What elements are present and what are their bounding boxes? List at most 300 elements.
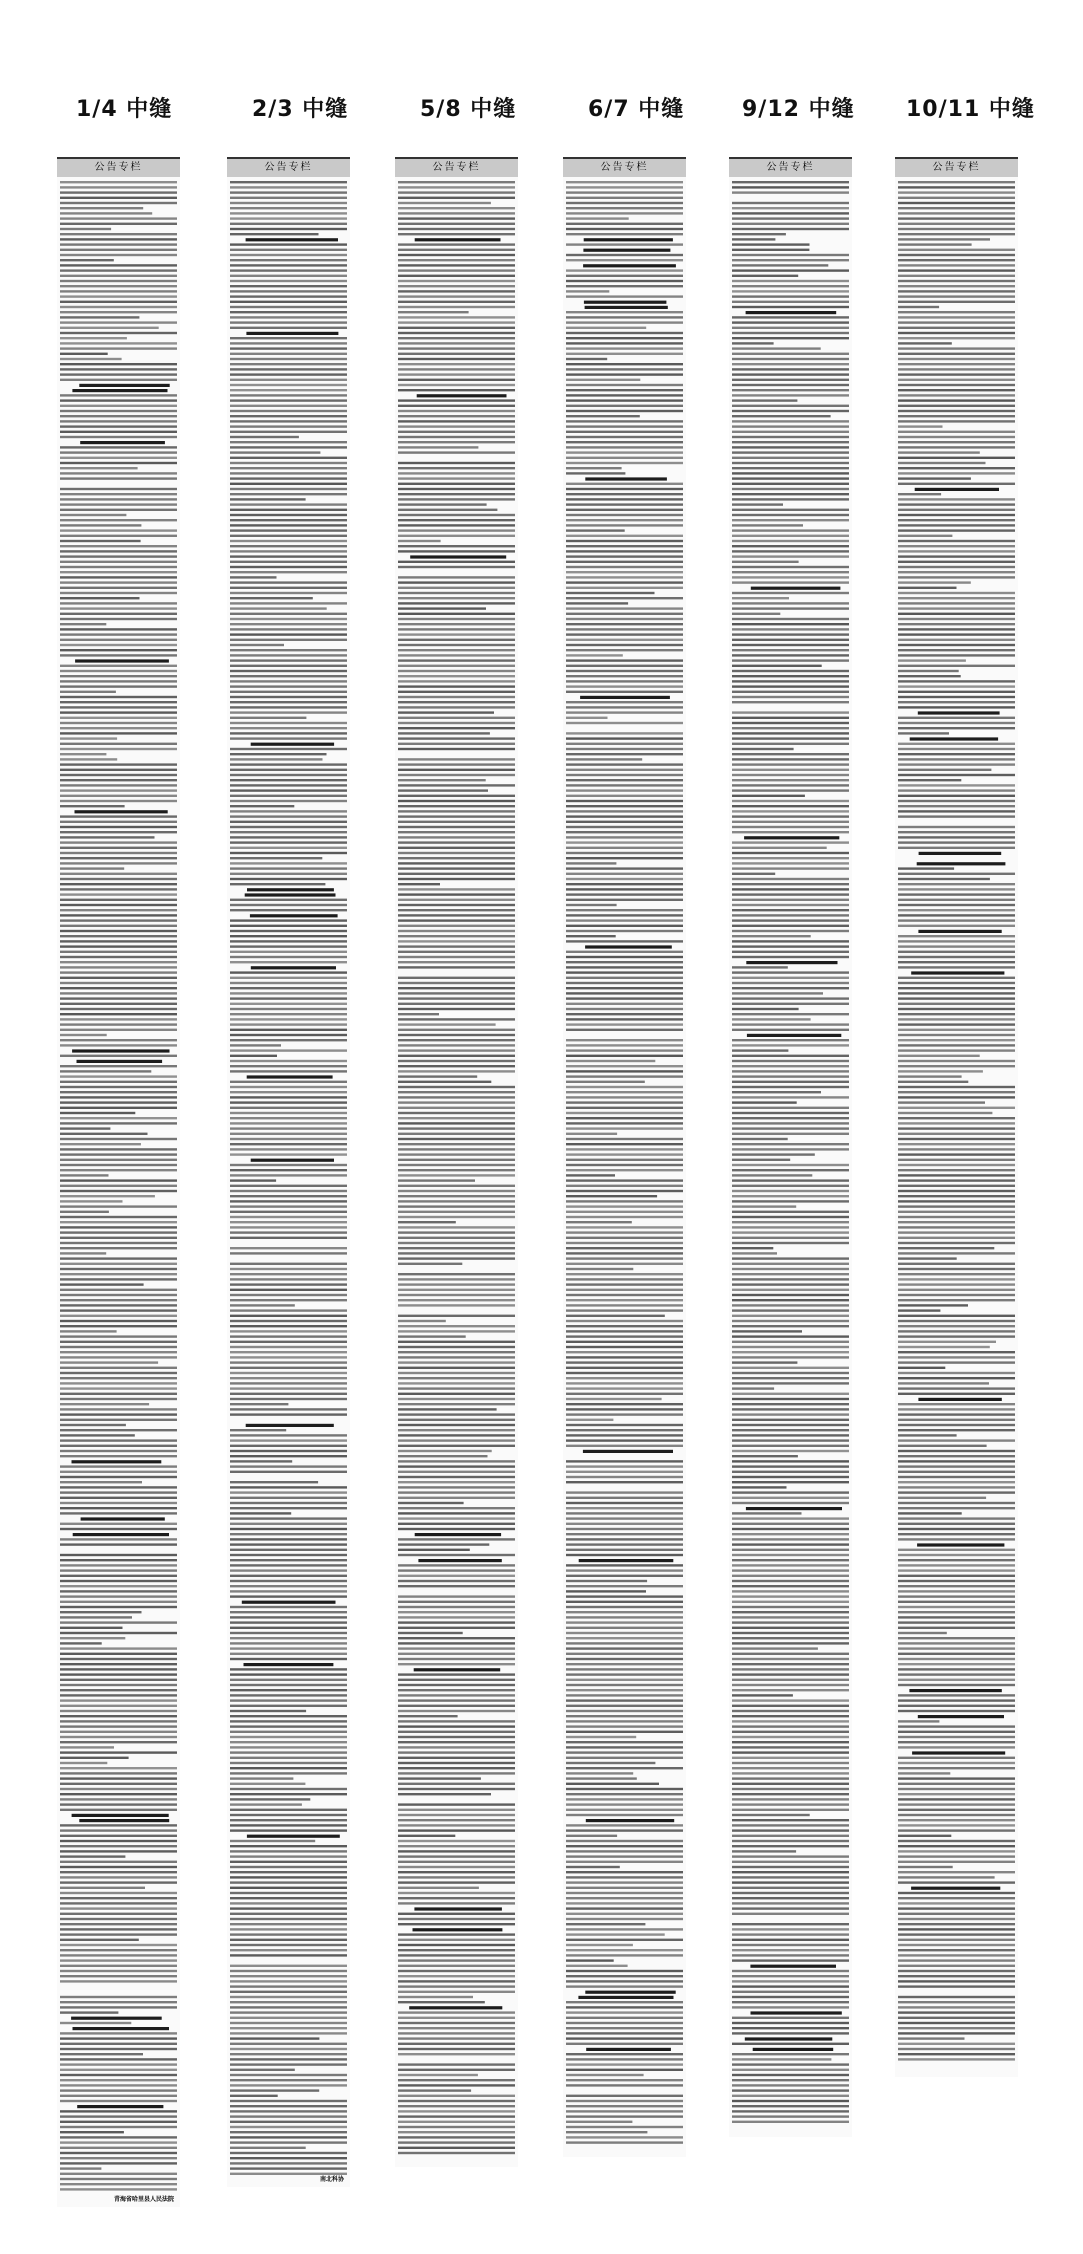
text-line [566,1985,683,1987]
text-line [566,1829,683,1831]
text-line [60,1278,177,1280]
text-line [60,197,177,199]
text-line [230,1694,347,1696]
notice-heading-line [75,659,169,662]
text-line [60,1523,177,1525]
text-line [732,982,849,984]
text-line [230,1148,347,1150]
text-line [566,1845,683,1847]
text-line [898,1247,994,1249]
text-line [732,1580,849,1582]
text-line [60,2162,177,2164]
text-line [60,1029,177,1031]
text-line [566,1382,683,1384]
text-line [398,1876,515,1878]
text-line [60,1491,177,1493]
text-line [60,685,177,687]
text-line [230,431,347,433]
text-line [566,1538,683,1540]
text-line [898,1684,1015,1686]
text-line [230,285,347,287]
text-line [898,285,1015,287]
text-line [398,1185,515,1187]
text-line [732,1491,849,1493]
text-line [898,301,1015,303]
text-line [732,1341,849,1343]
text-line [732,1403,849,1405]
text-line [898,1393,1015,1395]
text-line [230,1117,347,1119]
notice-heading-line [77,1060,163,1063]
text-line [898,1460,1015,1462]
text-line [230,550,347,552]
text-line [398,550,515,552]
text-line [230,2136,347,2138]
text-line [898,1356,1015,1358]
text-line [60,649,177,651]
text-line [566,1621,683,1623]
text-line [230,1658,347,1660]
text-line [398,1959,515,1961]
text-line [230,1985,347,1987]
text-line [398,826,515,828]
text-line [898,1985,1015,1987]
text-line [898,1944,1015,1946]
text-line [566,1554,683,1556]
text-line [60,529,177,531]
text-line [230,1335,347,1337]
text-line [230,186,347,188]
text-line [732,207,849,209]
text-line [398,1231,515,1233]
text-line [566,2017,683,2019]
text-line [566,1044,683,1046]
text-line [230,1096,347,1098]
text-line [230,883,325,885]
text-line [898,1304,968,1306]
text-line [898,1476,1015,1478]
text-line [230,685,347,687]
text-line [60,935,177,937]
text-line [566,353,683,355]
text-line [230,670,347,672]
text-line [60,1070,151,1072]
text-line [60,2121,177,2123]
text-line [60,1372,177,1374]
text-line [898,1720,939,1722]
text-line [566,202,683,204]
text-line [60,800,177,802]
text-line [230,207,347,209]
text-line [60,472,177,474]
text-line [566,441,683,443]
text-line [60,1887,145,1889]
text-line [60,1965,177,1967]
text-line [398,1195,515,1197]
text-line [60,1902,177,1904]
text-line [732,888,849,890]
text-line [898,514,1015,516]
text-line [60,1611,142,1613]
text-line [732,711,849,713]
text-line [898,1861,1015,1863]
text-line [732,347,821,349]
text-line [566,1221,632,1223]
text-line [566,1881,683,1883]
text-line [60,275,177,277]
text-line [566,1627,683,1629]
text-line [898,1065,1015,1067]
text-line [898,618,1015,620]
notice-heading-line [246,332,338,335]
text-line [732,2043,849,2045]
text-line [566,321,683,323]
text-line [398,295,515,297]
text-line [732,1881,849,1883]
text-line [60,696,177,698]
text-line [60,1772,177,1774]
text-line [566,1257,683,1259]
text-line [398,1367,515,1369]
text-line [898,602,1015,604]
text-line [732,867,849,869]
text-line [732,1523,849,1525]
dense-text-block [227,177,350,2187]
text-line [398,1460,515,1462]
text-line [60,1845,177,1847]
text-line [60,1439,177,1441]
text-line [60,1257,177,1259]
text-line [732,321,849,323]
text-line [898,1507,1015,1509]
text-line [60,353,108,355]
text-line [898,685,1015,687]
text-line [398,1658,515,1660]
text-line [398,607,486,609]
text-line [898,1798,1015,1800]
text-line [898,1086,1015,1088]
text-line [566,1725,683,1727]
text-line [230,1252,347,1254]
text-line [732,1335,849,1337]
text-line [566,337,683,339]
text-line [732,1715,849,1717]
notice-heading-line [251,743,334,746]
text-line [398,2105,515,2107]
text-line [898,909,1015,911]
text-line [898,1237,1015,1239]
text-line [230,321,347,323]
text-line [898,1257,957,1259]
text-line [398,2022,515,2024]
text-line [60,1023,177,1025]
text-line [398,841,515,843]
text-line [60,2167,101,2169]
text-line [566,644,683,646]
text-line [566,2074,644,2076]
text-line [398,275,515,277]
text-line [566,1970,683,1972]
text-line [60,1923,177,1925]
text-line [60,815,177,817]
text-line [898,1845,1015,1847]
text-line [230,264,347,266]
text-line [398,1564,515,1566]
text-line [898,1746,1015,1748]
text-line [732,670,849,672]
text-line [566,1746,683,1748]
text-line [898,238,990,240]
text-line [732,1122,849,1124]
text-line [898,1133,1015,1135]
text-line [898,982,1015,984]
text-line [732,550,849,552]
text-line [732,893,849,895]
text-line [398,483,515,485]
text-line [898,1174,1015,1176]
text-line [566,893,683,895]
text-line [566,1325,683,1327]
text-line [230,1887,347,1889]
text-line [566,1918,683,1920]
text-line [230,1153,347,1155]
text-line [60,1497,177,1499]
text-line [230,2032,347,2034]
text-line [60,1933,177,1935]
text-line [898,332,1015,334]
text-line [398,332,515,334]
text-line [898,1439,1015,1441]
text-line [398,1205,515,1207]
text-line [566,737,683,739]
text-line [566,1361,683,1363]
text-line [230,2053,347,2055]
text-line [566,909,683,911]
text-line [732,2058,831,2060]
text-line [566,1408,683,1410]
text-line [398,1580,515,1582]
text-line [732,1367,849,1369]
text-line [230,639,347,641]
text-line [230,971,347,973]
text-line [60,566,177,568]
text-line [398,545,515,547]
text-line [898,1315,1015,1317]
text-line [898,1289,1015,1291]
text-line [566,1018,683,1020]
text-line [566,883,683,885]
text-line [566,254,683,256]
text-line [60,238,177,240]
notice-heading-line [583,264,676,267]
text-line [732,1268,849,1270]
text-line [898,1408,1015,1410]
text-line [398,1892,515,1894]
text-line [60,1237,177,1239]
text-line [898,1653,1015,1655]
text-line [566,2141,683,2143]
text-line [398,2079,515,2081]
text-line [732,1606,849,1608]
notice-heading-line [251,1159,334,1162]
notice-heading-line [918,1715,1004,1718]
text-line [732,831,849,833]
text-line [566,711,683,713]
text-line [398,202,491,204]
text-line [60,1143,141,1145]
text-line [732,1892,849,1894]
text-line [230,857,322,859]
text-line [898,956,1015,958]
text-line [898,940,1015,942]
text-line [60,1928,177,1930]
text-line [732,1101,797,1103]
text-line [566,1263,683,1265]
text-line [398,519,515,521]
text-line [898,748,1015,750]
text-line [566,1923,645,1925]
text-line [566,904,617,906]
text-line [566,332,683,334]
text-line [230,758,323,760]
text-line [60,212,152,214]
text-line [732,930,849,932]
text-line [230,363,347,365]
text-line [60,743,177,745]
text-line [230,1850,347,1852]
text-line [898,415,1015,417]
text-line [732,1959,849,1961]
text-line [898,1205,1015,1207]
text-line [230,1320,347,1322]
text-line [230,1720,347,1722]
text-line [898,763,1015,765]
text-line [732,269,849,271]
text-line [60,1507,177,1509]
text-line [398,743,515,745]
text-line [898,457,1015,459]
text-line [230,2001,347,2003]
text-line [230,389,347,391]
text-line [398,644,515,646]
text-line [230,1309,347,1311]
text-line [60,997,177,999]
text-line [898,1283,1015,1285]
notice-column-2 [227,157,350,2187]
text-line [898,1221,1015,1223]
text-line [230,1798,310,1800]
text-line [566,535,683,537]
text-line [898,1829,1015,1831]
text-line [230,644,284,646]
text-line [898,561,1015,563]
text-line [566,550,683,552]
text-line [898,836,1015,838]
text-line [566,1793,683,1795]
text-line [60,1252,106,1254]
text-line [398,2115,515,2117]
text-line [398,1689,515,1691]
text-line [566,1512,683,1514]
text-line [398,1387,515,1389]
text-line [566,1892,683,1894]
text-line [60,2053,143,2055]
text-line [398,1757,515,1759]
text-line [898,1996,1015,1998]
text-line [398,1179,475,1181]
text-line [60,207,143,209]
text-line [398,706,515,708]
column-signature: 南北科协 [319,2176,344,2183]
text-line [398,696,515,698]
text-line [898,1564,1015,1566]
text-line [732,2063,849,2065]
text-line [60,1205,177,1207]
text-line [398,524,515,526]
text-line [566,233,683,235]
text-line [898,181,1015,183]
text-line [230,1746,347,1748]
text-line [898,1559,1015,1561]
text-line [732,1731,849,1733]
text-line [398,1247,515,1249]
text-line [60,1699,177,1701]
text-line [732,623,849,625]
text-line [60,1283,144,1285]
text-line [398,2110,515,2112]
text-line [566,1777,637,1779]
text-line [732,1237,849,1239]
text-line [398,337,515,339]
text-line [60,633,177,635]
text-line [732,1684,849,1686]
text-line [732,316,849,318]
text-line [732,2032,849,2034]
text-line [398,961,515,963]
text-line [566,1575,683,1577]
text-line [566,1226,683,1228]
text-line [566,997,683,999]
text-line [398,893,515,895]
text-line [566,940,683,942]
text-line [398,1751,515,1753]
text-line [60,2152,177,2154]
text-line [898,202,1015,204]
text-line [898,1918,1015,1920]
text-line [898,1517,1015,1519]
text-line [60,2022,131,2024]
text-line [566,394,683,396]
text-line [566,2136,683,2138]
text-line [732,514,849,516]
text-line [732,1013,849,1015]
text-line [398,472,515,474]
column-signature: 青海省哈里县人民法院 [113,2196,174,2203]
text-line [732,1138,788,1140]
text-line [566,373,683,375]
text-line [898,1699,1015,1701]
text-line [732,925,849,927]
text-line [732,420,849,422]
text-line [898,243,972,245]
text-line [230,1892,347,1894]
text-line [60,1086,177,1088]
text-line [566,451,683,453]
text-line [230,1018,347,1020]
text-line [60,1668,177,1670]
text-line [566,519,683,521]
text-line [398,1684,515,1686]
